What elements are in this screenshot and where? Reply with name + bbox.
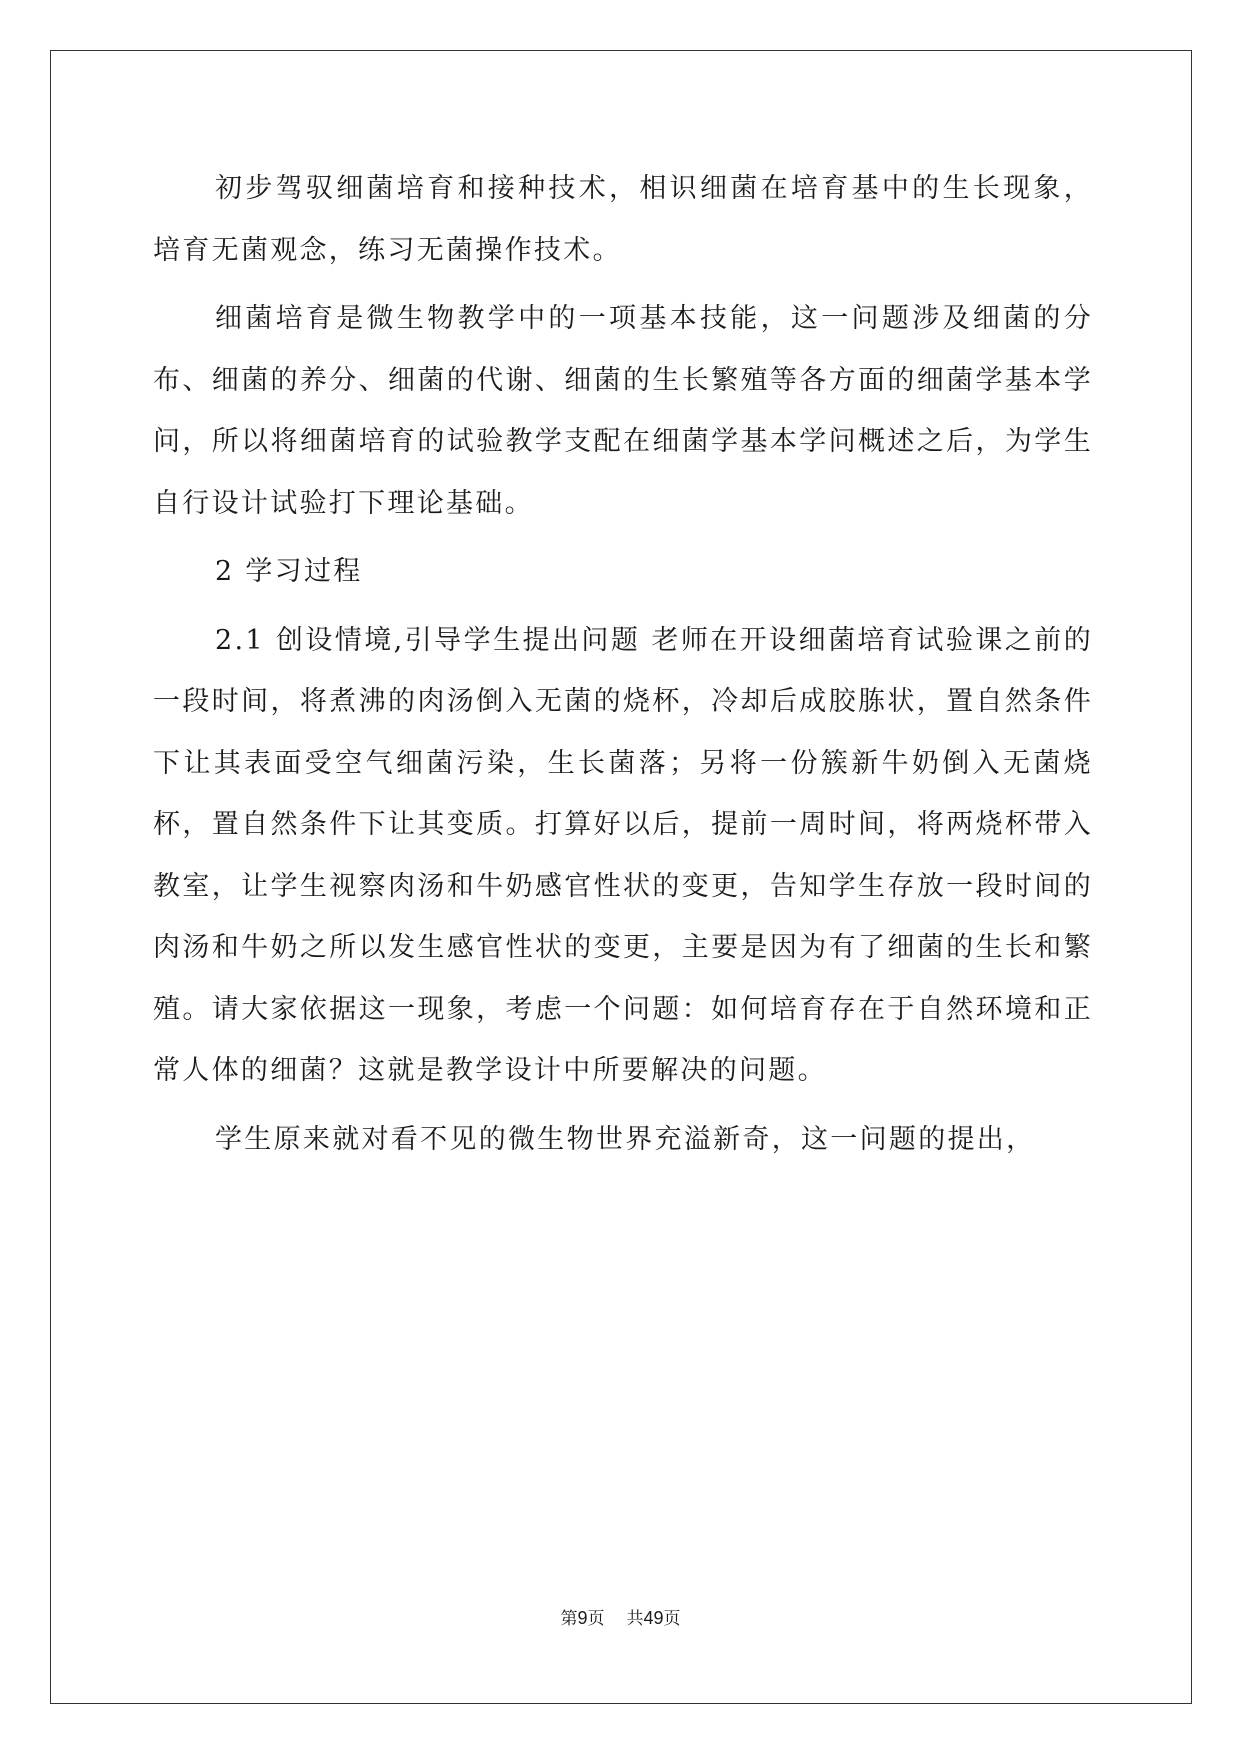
- footer-page-number: 9: [577, 1608, 588, 1628]
- footer-total-prefix: 共: [626, 1609, 644, 1629]
- paragraph-objectives: 初步驾驭细菌培育和接种技术，相识细菌在培育基中的生长现象，培育无菌观念，练习无菌操作技术。: [153, 173, 1093, 266]
- footer-page-suffix: 页: [587, 1609, 605, 1629]
- page-footer: [0, 1604, 1241, 1629]
- footer-total-pages: 49: [643, 1608, 664, 1628]
- paragraph-create-situation: 2.1 创设情境,引导学生提出问题 老师在开设细菌培育试验课之前的一段时间，将煮沸的肉汤倒入无菌的烧杯，冷却后成胶胨状，置自然条件下让其表面受空气细菌污染，生长菌落；另将一份簇新牛奶倒入无菌烧杯，置自然条件下让其变质。打算好以后，提前一周时间，将两烧杯带入教室，让学生视察肉汤和牛奶感官性状的变更，告知学生存放一段时间的肉汤和牛奶之所以发生感官性状的变更，主要是因为有了细菌的生长和繁殖。请大家依据这一现象，考虑一个问题：如何培育存在于自然环境和正常人体的细菌？这就是教学设计中所要解决的问题。: [153, 624, 1093, 1086]
- footer-page-prefix: 第: [560, 1609, 578, 1629]
- section-heading-learning-process: 2 学习过程: [215, 556, 363, 587]
- footer-total-suffix: 页: [663, 1609, 681, 1629]
- paragraph-rationale: 细菌培育是微生物教学中的一项基本技能，这一问题涉及细菌的分布、细菌的养分、细菌的代谢、细菌的生长繁殖等各方面的细菌学基本学问，所以将细菌培育的试验教学支配在细菌学基本学问概述之后，为学生自行设计试验打下理论基础。: [153, 303, 1093, 519]
- paragraph-student-curiosity: 学生原来就对看不见的微生物世界充溢新奇，这一问题的提出，: [215, 1123, 1036, 1155]
- document-body: [153, 158, 1093, 1170]
